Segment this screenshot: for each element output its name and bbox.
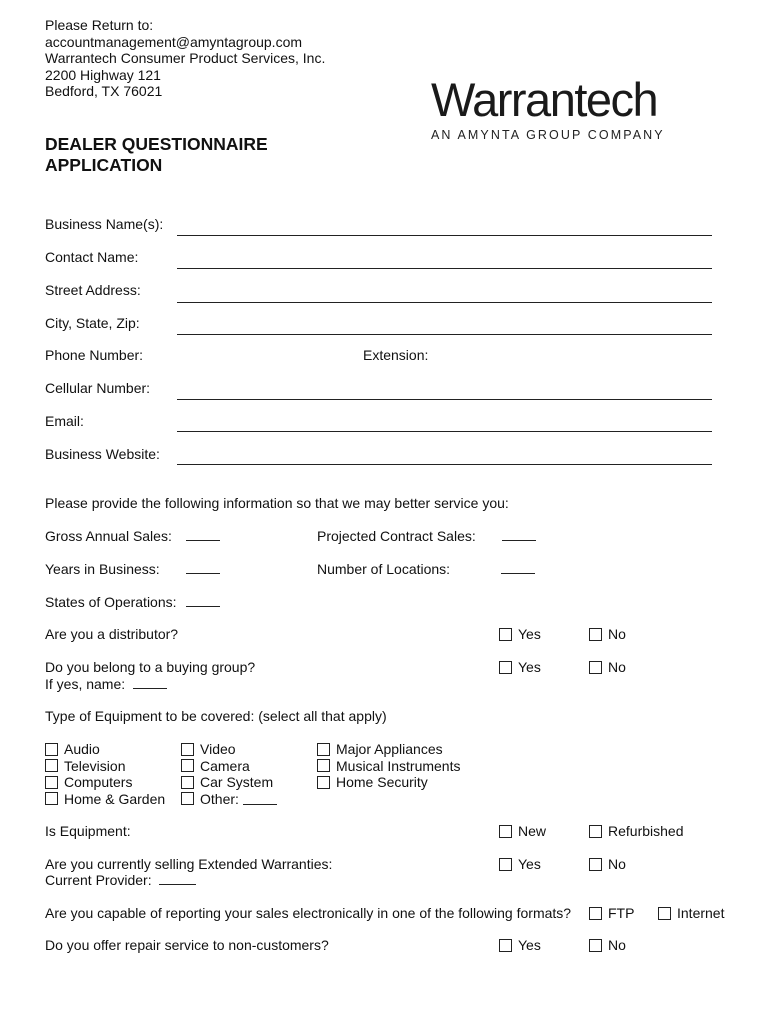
warranties-yes-option[interactable] — [499, 856, 541, 872]
repair-no-option[interactable] — [589, 937, 626, 953]
warranties-yes-label: Yes — [518, 856, 541, 872]
street-address-label: Street Address: — [45, 282, 141, 298]
buying-group-yes-label: Yes — [518, 659, 541, 675]
buying-group-name-field[interactable] — [133, 676, 167, 689]
repair-yes-option[interactable] — [499, 937, 541, 953]
states-of-operations-field[interactable] — [186, 594, 220, 607]
format-ftp-label: FTP — [608, 905, 635, 921]
equipment-car-system-option[interactable] — [181, 774, 277, 791]
checkbox-icon[interactable] — [181, 792, 194, 805]
distributor-yes-option[interactable] — [499, 626, 541, 642]
checkbox-icon[interactable] — [499, 939, 512, 952]
business-website-field[interactable] — [177, 464, 712, 465]
return-city: Bedford, TX 76021 — [45, 83, 163, 99]
street-address-field[interactable] — [177, 302, 712, 303]
equipment-column-2 — [181, 741, 277, 807]
phone-number-label: Phone Number: — [45, 347, 144, 363]
phone-number-field[interactable] — [177, 366, 712, 367]
current-provider-label: Current Provider: — [45, 872, 152, 888]
checkbox-icon[interactable] — [181, 776, 194, 789]
distributor-no-option[interactable] — [589, 626, 626, 642]
distributor-question: Are you a distributor? — [45, 626, 179, 642]
equipment-home-garden-option[interactable] — [45, 791, 165, 808]
number-of-locations-row — [317, 561, 535, 578]
distributor-yes-label: Yes — [518, 626, 541, 642]
equipment-label: Home Security — [336, 774, 428, 791]
gross-annual-sales-field[interactable] — [186, 528, 220, 541]
projected-contract-sales-field[interactable] — [502, 528, 536, 541]
equipment-other-field[interactable] — [243, 792, 277, 805]
years-in-business-row — [45, 561, 220, 578]
equipment-home-security-option[interactable] — [317, 774, 460, 791]
years-in-business-label: Years in Business: — [45, 561, 160, 577]
equipment-television-option[interactable] — [45, 758, 165, 775]
gross-annual-sales-label: Gross Annual Sales: — [45, 528, 172, 544]
checkbox-icon[interactable] — [317, 759, 330, 772]
equipment-new-label: New — [518, 823, 547, 839]
equipment-musical-instruments-option[interactable] — [317, 758, 460, 775]
checkbox-icon[interactable] — [45, 743, 58, 756]
reporting-formats-question: Are you capable of reporting your sales electronically in one of the following formats? — [45, 905, 572, 921]
gross-annual-sales-row — [45, 528, 220, 545]
extension-label: Extension: — [363, 347, 429, 363]
page-title — [45, 134, 268, 176]
equipment-column-3 — [317, 741, 460, 791]
format-internet-option[interactable] — [658, 905, 724, 921]
warranties-no-label: No — [608, 856, 626, 872]
business-name-label: Business Name(s): — [45, 216, 164, 232]
logo-wordmark: Warrantech — [431, 73, 658, 126]
equipment-major-appliances-option[interactable] — [317, 741, 460, 758]
buying-group-name-row — [45, 676, 167, 693]
distributor-no-label: No — [608, 626, 626, 642]
city-state-zip-field[interactable] — [177, 334, 712, 335]
checkbox-icon[interactable] — [317, 776, 330, 789]
return-company: Warrantech Consumer Product Services, Inc. — [45, 50, 326, 66]
equipment-audio-option[interactable] — [45, 741, 165, 758]
equipment-column-1 — [45, 741, 165, 807]
equipment-label: Home & Garden — [64, 790, 166, 807]
email-field[interactable] — [177, 431, 712, 432]
projected-contract-sales-label: Projected Contract Sales: — [317, 528, 476, 544]
current-provider-field[interactable] — [159, 872, 196, 885]
checkbox-icon[interactable] — [499, 628, 512, 641]
return-street: 2200 Highway 121 — [45, 66, 161, 83]
repair-service-question: Do you offer repair service to non-customers? — [45, 937, 329, 953]
repair-no-label: No — [608, 937, 626, 953]
checkbox-icon[interactable] — [658, 907, 671, 920]
cellular-number-field[interactable] — [177, 399, 712, 400]
equipment-label: Computers — [64, 774, 133, 791]
checkbox-icon[interactable] — [589, 628, 602, 641]
checkbox-icon[interactable] — [45, 776, 58, 789]
checkbox-icon[interactable] — [317, 743, 330, 756]
format-ftp-option[interactable] — [589, 905, 634, 921]
checkbox-icon[interactable] — [589, 939, 602, 952]
number-of-locations-field[interactable] — [501, 561, 535, 574]
checkbox-icon[interactable] — [181, 759, 194, 772]
states-of-operations-row — [45, 594, 220, 611]
buying-group-question: Do you belong to a buying group? — [45, 659, 256, 675]
checkbox-icon[interactable] — [499, 858, 512, 871]
title-line-2: APPLICATION — [45, 155, 163, 175]
warranties-no-option[interactable] — [589, 856, 626, 872]
checkbox-icon[interactable] — [589, 825, 602, 838]
buying-group-yes-option[interactable] — [499, 659, 541, 675]
city-state-zip-label: City, State, Zip: — [45, 315, 140, 331]
checkbox-icon[interactable] — [589, 661, 602, 674]
equipment-label: Musical Instruments — [336, 757, 461, 774]
buying-group-name-label: If yes, name: — [45, 676, 126, 692]
checkbox-icon[interactable] — [45, 759, 58, 772]
current-provider-row — [45, 872, 196, 889]
equipment-label: Camera — [200, 757, 250, 774]
equipment-video-option[interactable] — [181, 741, 277, 758]
selling-warranties-question: Are you currently selling Extended Warranties: — [45, 856, 333, 872]
equipment-refurbished-option[interactable] — [589, 823, 684, 839]
info-intro: Please provide the following information so that we may better service you: — [45, 495, 509, 511]
equipment-computers-option[interactable] — [45, 774, 165, 791]
return-email: accountmanagement@amyntagroup.com — [45, 33, 303, 50]
states-of-operations-label: States of Operations: — [45, 594, 177, 610]
equipment-label: Major Appliances — [336, 741, 443, 758]
return-label: Please Return to: — [45, 17, 154, 33]
buying-group-no-option[interactable] — [589, 659, 626, 675]
equipment-type-question: Type of Equipment to be covered: (select all that apply) — [45, 708, 387, 724]
title-line-1: DEALER QUESTIONNAIRE — [45, 134, 268, 154]
equipment-refurbished-label: Refurbished — [608, 823, 684, 839]
checkbox-icon[interactable] — [499, 825, 512, 838]
projected-contract-sales-row — [317, 528, 536, 545]
equipment-label: Video — [200, 741, 236, 758]
repair-yes-label: Yes — [518, 937, 541, 953]
business-name-field[interactable] — [177, 235, 712, 236]
equipment-other-option[interactable] — [181, 791, 277, 808]
is-equipment-question: Is Equipment: — [45, 823, 131, 839]
number-of-locations-label: Number of Locations: — [317, 561, 451, 577]
checkbox-icon[interactable] — [589, 907, 602, 920]
warrantech-logo — [431, 74, 665, 142]
equipment-label: Other: — [200, 790, 239, 807]
checkbox-icon[interactable] — [589, 858, 602, 871]
equipment-label: Car System — [200, 774, 274, 791]
years-in-business-field[interactable] — [186, 561, 220, 574]
business-website-label: Business Website: — [45, 446, 160, 462]
checkbox-icon[interactable] — [45, 792, 58, 805]
equipment-camera-option[interactable] — [181, 758, 277, 775]
return-address — [45, 17, 325, 100]
buying-group-no-label: No — [608, 659, 626, 675]
equipment-label: Audio — [64, 741, 100, 758]
checkbox-icon[interactable] — [181, 743, 194, 756]
cellular-number-label: Cellular Number: — [45, 380, 151, 396]
format-internet-label: Internet — [677, 905, 725, 921]
equipment-label: Television — [64, 757, 126, 774]
contact-name-field[interactable] — [177, 268, 712, 269]
email-label: Email: — [45, 413, 84, 429]
equipment-new-option[interactable] — [499, 823, 546, 839]
contact-name-label: Contact Name: — [45, 249, 139, 265]
logo-tagline: AN AMYNTA GROUP COMPANY — [431, 128, 665, 142]
checkbox-icon[interactable] — [499, 661, 512, 674]
